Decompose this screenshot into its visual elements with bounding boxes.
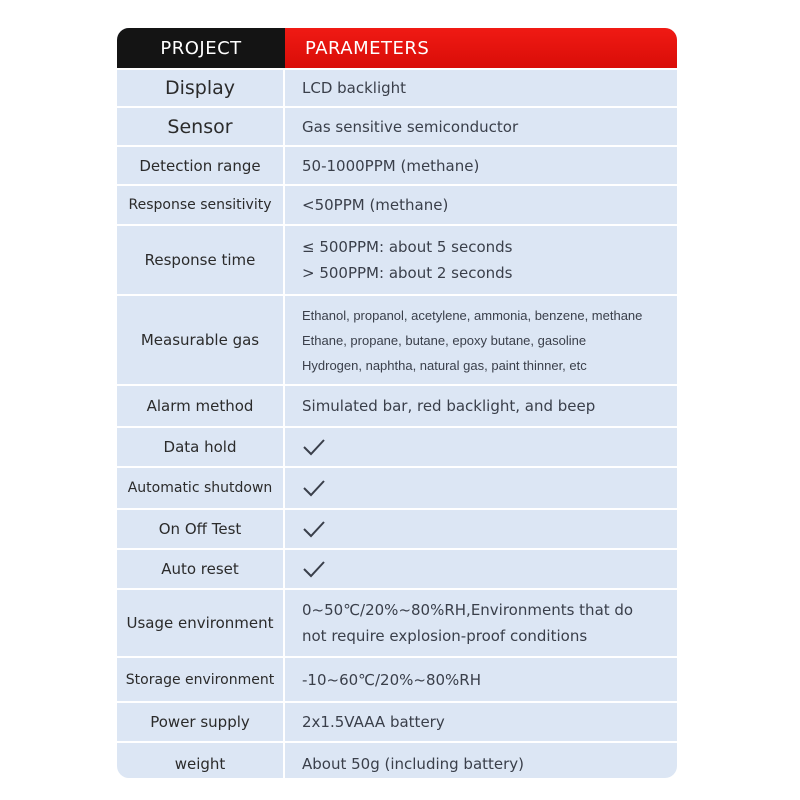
row-storage-environment	[117, 656, 677, 701]
row-sensor	[117, 106, 677, 145]
row-on-off-test	[117, 508, 677, 548]
row-label: Automatic shutdown	[117, 468, 285, 508]
row-label: Storage environment	[117, 658, 285, 701]
row-label: Detection range	[117, 147, 285, 184]
row-label: Alarm method	[117, 386, 285, 426]
row-detection-range	[117, 145, 677, 184]
row-label: Measurable gas	[117, 296, 285, 384]
row-weight	[117, 741, 677, 778]
check-icon	[302, 436, 326, 458]
row-value: Gas sensitive semiconductor	[302, 117, 519, 136]
header-project: PROJECT	[117, 28, 285, 68]
header-parameters: PARAMETERS	[285, 28, 677, 68]
row-label: Response sensitivity	[117, 186, 285, 224]
row-value: Ethanol, propanol, acetylene, ammonia, benzene, methane	[302, 307, 643, 323]
spec-table	[117, 28, 677, 778]
row-value: > 500PPM: about 2 seconds	[302, 264, 513, 282]
check-icon	[302, 477, 326, 499]
row-value: Ethane, propane, butane, epoxy butane, gasoline	[302, 332, 587, 348]
row-value: LCD backlight	[302, 79, 407, 97]
row-label: Power supply	[117, 703, 285, 741]
row-label: weight	[117, 743, 285, 778]
check-icon	[302, 558, 326, 580]
row-label: Display	[117, 70, 285, 106]
row-power-supply	[117, 701, 677, 741]
check-icon	[302, 518, 326, 540]
row-display	[117, 68, 677, 106]
row-value: Hydrogen, naphtha, natural gas, paint thinner, etc	[302, 357, 587, 373]
table-header	[117, 28, 677, 68]
row-label: Data hold	[117, 428, 285, 466]
row-value: <50PPM (methane)	[302, 196, 449, 214]
row-alarm-method	[117, 384, 677, 426]
row-value: 2x1.5VAAA battery	[302, 713, 445, 731]
row-label: On Off Test	[117, 510, 285, 548]
row-value: 50-1000PPM (methane)	[302, 156, 480, 175]
row-value: ≤ 500PPM: about 5 seconds	[302, 238, 513, 256]
row-usage-environment	[117, 588, 677, 656]
row-automatic-shutdown	[117, 466, 677, 508]
row-label: Usage environment	[117, 590, 285, 656]
row-label: Auto reset	[117, 550, 285, 588]
row-measurable-gas	[117, 294, 677, 384]
row-data-hold	[117, 426, 677, 466]
row-response-time	[117, 224, 677, 294]
row-value: Simulated bar, red backlight, and beep	[302, 397, 596, 415]
row-auto-reset	[117, 548, 677, 588]
row-label: Response time	[117, 226, 285, 294]
row-value: -10~60℃/20%~80%RH	[302, 670, 482, 689]
row-label: Sensor	[117, 108, 285, 145]
row-response-sensitivity	[117, 184, 677, 224]
row-value: About 50g (including battery)	[302, 754, 525, 773]
row-value: 0~50℃/20%~80%RH,Environments that do	[302, 601, 634, 619]
row-value: not require explosion-proof conditions	[302, 627, 588, 645]
